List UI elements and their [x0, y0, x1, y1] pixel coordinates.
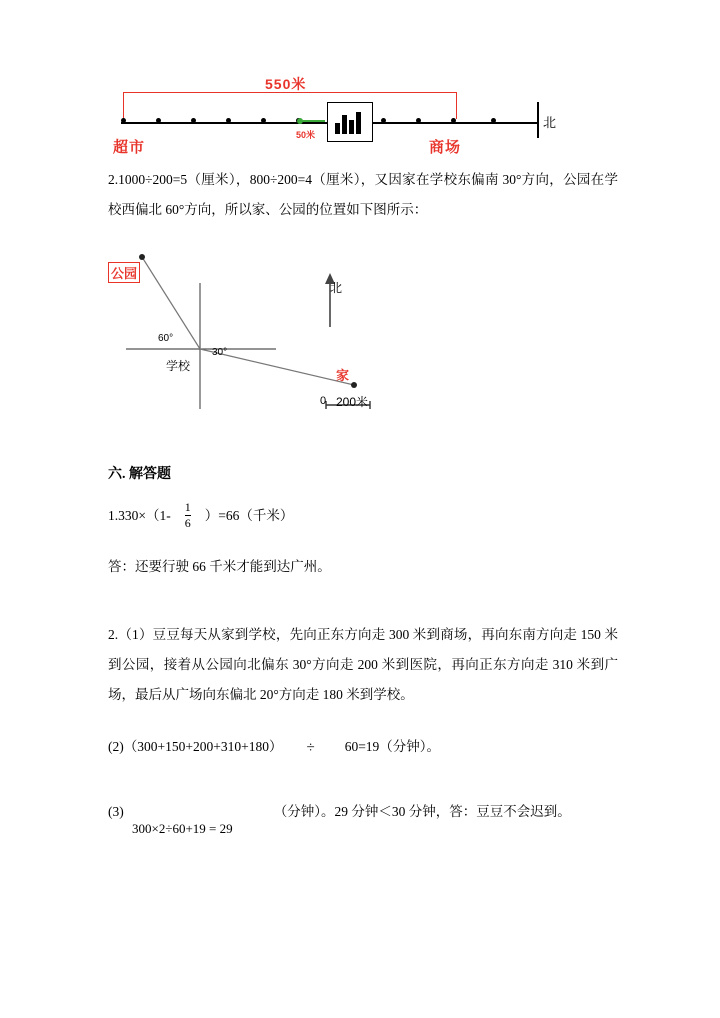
axis-tick	[226, 118, 231, 123]
north-axis-line	[537, 102, 539, 138]
question-1-answer: 答：还要行驶 66 千米才能到达广州。	[108, 559, 331, 575]
mall-label: 商场	[429, 139, 462, 156]
axis-tick	[416, 118, 421, 123]
q1-suffix: ）=66（千米）	[204, 508, 294, 523]
question-2-part-1: 2.（1）豆豆每天从家到学校，先向正东方向走 300 米到商场，再向东南方向走 150 米到公园，接着从公园向北偏东 30°方向走 200 米到医院，再向正东方向走 310 米到广场，最后从广场向东偏北 20°方向走 180 米到学校。	[108, 627, 618, 703]
distance-50-label: 50米	[296, 130, 316, 140]
measure-bracket	[123, 92, 457, 119]
north-label: 北	[330, 281, 343, 295]
q1-prefix: 1.330×（1-	[108, 508, 171, 523]
axis-tick	[156, 118, 161, 123]
scale-value-label: 200米	[336, 395, 369, 409]
axis-tick	[381, 118, 386, 123]
axis-tick	[191, 118, 196, 123]
green-point	[297, 118, 303, 124]
q2-2-suffix: 60=19（分钟）。	[344, 739, 441, 755]
angle-60-label: 60°	[158, 333, 174, 344]
paragraph-item-2: 2.1000÷200=5（厘米），800÷200=4（厘米），又因家在学校东偏南 30°方向，公园在学校西偏北 60°方向，所以家、公园的位置如下图所示：	[108, 172, 618, 217]
q2-3-mid: （分钟）。29 分钟＜30 分钟，答：豆豆不会迟到。	[273, 804, 571, 820]
divide-symbol: ÷	[306, 740, 315, 757]
q2-3-prefix: (3)	[108, 804, 124, 820]
fraction-numerator: 1	[184, 500, 191, 515]
fraction-denominator: 6	[184, 516, 191, 531]
home-label: 家	[336, 368, 350, 383]
figure-number-line	[113, 60, 583, 165]
section-title-six: 六. 解答题	[108, 467, 171, 482]
building-bars-icon	[335, 110, 363, 134]
axis-tick	[261, 118, 266, 123]
question-2-part-2	[108, 732, 618, 763]
question-2-part-3-equation: 300×2÷60+19 = 29	[132, 821, 233, 837]
axis-tick	[491, 118, 496, 123]
distance-550-label: 550米	[265, 76, 307, 92]
scale-zero-label: 0	[320, 395, 327, 407]
school-label: 学校	[166, 359, 191, 373]
fraction-one-sixth	[185, 500, 191, 531]
angle-30-label: 30°	[212, 347, 228, 358]
axis-tick	[451, 118, 456, 123]
q2-2-prefix: (2)（300+150+200+310+180）	[108, 739, 283, 755]
park-label: 公园	[108, 262, 140, 283]
north-label: 北	[543, 115, 557, 130]
figure-school-directions	[108, 237, 578, 437]
question-1-expression	[108, 501, 618, 532]
axis-tick	[121, 118, 126, 123]
document-content	[108, 60, 618, 850]
supermarket-label: 超市	[113, 139, 146, 156]
